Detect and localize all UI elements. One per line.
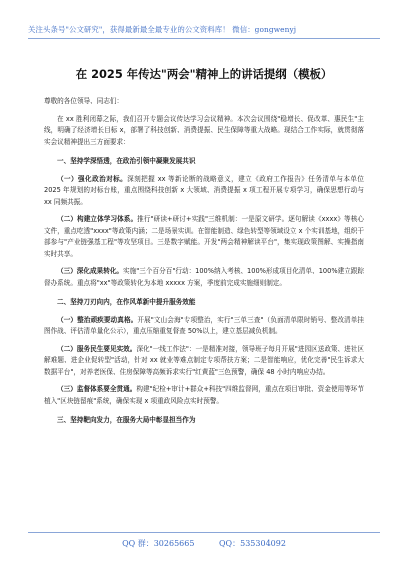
- item-text: 推行"研读+研讨+实践"三维机制：一是原文研学。逐句解读《xxxx》等核心文件，重点吃透"xxxx"等政策内涵；二是场景实训。在智能制造、绿色转型等领域设立 x 个实训基地，组织干部参与"产业链强基工程"等攻坚项目。三是数字赋能。开发"两会精神解读平台"，集实现政策图解、实操指南实时共享。: [44, 215, 364, 258]
- document-title: 在 2025 年传达"两会"精神上的讲话提纲（模板）: [75, 67, 333, 81]
- item-text: 深化"一线工作法"：一是精准对接，领导班子每月开展"进园区送政策、进社区解难题、进企业促转型"活动，针对 xx 就业等难点制定专项帮扶方案；二是智能响应，优化完善"民生诉求大数据平台"，对养老医保、住房保障等高频诉求实行"红黄蓝"三色预警，确保 48 小时内响应办结。: [44, 344, 365, 376]
- item-text: 实施"三个百分百"行动：100%纳入考核、100%形成项目化清单、100%建立跟踪督办系统。重点将"xx"等政策转化为本地 xxxxx 方案，季度前完成实施细则制定。: [44, 267, 365, 287]
- section-1-item-2: [44, 214, 364, 260]
- item-text: 构建"纪检+审计+群众+科技"四维监督网，重点在项目审批、资金使用等环节植入"区块链留痕"系统，确保实现 x 项重政风险点实时预警。: [44, 385, 365, 405]
- item-lead: （三）深化成果转化。: [57, 267, 124, 275]
- item-text: 深刻把握 xx 等新论断的战略意义，建立《政府工作报告》任务清单与本单位 2025 年规划的对标台账，重点围绕科技创新 x 大领域、消费提振 x 项工程开展专项学习，确保思想行动与 xx 同频共振。: [44, 174, 364, 206]
- section-1-item-3: [44, 266, 364, 289]
- top-divider: [28, 38, 380, 39]
- item-lead: （二）构建立体学习体系。: [57, 215, 138, 223]
- section-1-heading: 一、坚持学深悟透，在政治引领中凝聚发展共识: [57, 157, 196, 165]
- item-lead: （一）整治顽疾要动真格。: [57, 315, 138, 324]
- footer-qq-group: QQ 群：30265665: [122, 539, 195, 548]
- item-lead: （一）强化政治对标。: [57, 174, 128, 183]
- top-banner: 关注头条号"公文研究"，获得最新最全最专业的公文资料库！ 微信：gongwenyj: [28, 25, 297, 34]
- section-2-heading: 二、坚持刀刃向内，在作风革新中提升服务效能: [57, 298, 196, 306]
- section-1-item-1: [44, 174, 364, 209]
- section-3-heading: 三、坚持靶向发力，在服务大局中彰显担当作为: [57, 416, 196, 424]
- salutation: 尊敬的各位领导、同志们：: [44, 97, 124, 105]
- section-2-item-1: [44, 315, 364, 338]
- item-lead: （二）服务民生要见实效。: [57, 344, 137, 353]
- section-2-item-2: [44, 344, 364, 379]
- section-2-item-3: [44, 384, 364, 407]
- item-text: 开展"文山会海"专项整治，实行"三单三查"（负面清单限时销号、整改清单挂图作战、评估清单量化公示），重点压缩重复督查 50%以上，建立基层减负机制。: [44, 315, 364, 335]
- footer-contacts: [0, 538, 408, 549]
- document-body: [44, 96, 364, 433]
- item-lead: （三）监督体系要全贯通。: [57, 385, 137, 393]
- bottom-divider: [28, 532, 380, 533]
- footer-qq: QQ：535304092: [219, 539, 286, 548]
- intro-paragraph: 在 xx 胜利闭幕之际，我们召开专题会议传达学习会议精神。本次会议围绕"稳增长、促改革、惠民生"主线，明确了经济增长目标 x，部署了科技创新、消费提振、民生保障等重大战略。现结合工作实际，就贯彻落实会议精神提出三方面要求：: [44, 114, 364, 146]
